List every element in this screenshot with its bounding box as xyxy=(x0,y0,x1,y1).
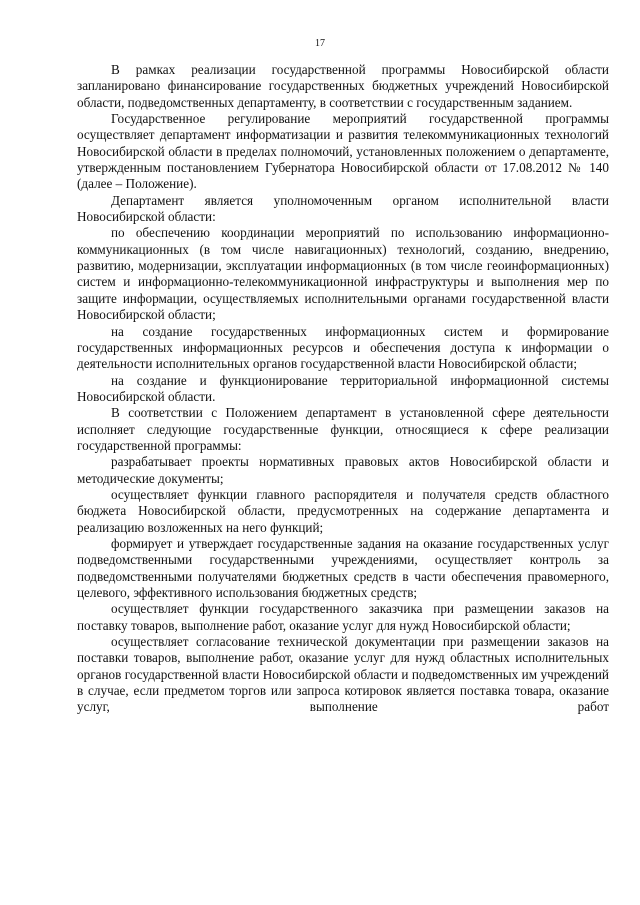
paragraph-information-systems: на создание государственных информационных систем и формирование государственных информационных ресурсов и обеспечения доступа к информации о деятельности исполнительных органов государственной власти Новосибирской области; xyxy=(77,323,609,372)
paragraph-budget-manager: осуществляет функции главного распорядителя и получателя средств областного бюджета Новосибирской области, предусмотренных на содержание департамента и реализацию возложенных на него функций; xyxy=(77,486,609,535)
paragraph-program-funding: В рамках реализации государственной программы Новосибирской области запланировано финансирование государственных бюджетных учреждений Новосибирской области, подведомственных департаменту, в соответствии с государственным заданием. xyxy=(77,62,609,110)
paragraph-state-customer: осуществляет функции государственного заказчика при размещении заказов на поставку товаров, выполнение работ, оказание услуг для нужд Новосибирской области; xyxy=(77,601,609,633)
paragraph-department-authority: Департамент является уполномоченным органом исполнительной власти Новосибирской области: xyxy=(77,192,609,225)
paragraph-state-assignments: формирует и утверждает государственные задания на оказание государственных услуг подведомственными государственными учреждениями, осуществляет контроль за подведомственными получателями бюджетных средств в части обеспечения правомерного, целевого, эффективного использования бюджетных средств; xyxy=(77,535,609,600)
paragraph-state-functions: В соответствии с Положением департамент в установленной сфере деятельности исполняет следующие государственные функции, относящиеся к сфере реализации государственной программы: xyxy=(77,405,609,453)
document-body xyxy=(77,62,609,716)
paragraph-legal-acts: разрабатывает проекты нормативных правовых актов Новосибирской области и методические документы; xyxy=(77,454,609,486)
paragraph-ict-coordination: по обеспечению координации мероприятий по использованию информационно-коммуникационных (в том числе навигационных) технологий, созданию, внедрению, развитию, модернизации, эксплуатации информационных (в том числе геоинформационных) систем и информационно-телекоммуникационной инфраструктуры и выполнения мер по защите информации, осуществляемых исполнительными органами государственной власти Новосибирской области; xyxy=(77,225,609,323)
paragraph-technical-documentation: осуществляет согласование технической документации при размещении заказов на поставки товаров, выполнение работ, оказание услуг для нужд областных исполнительных органов государственной власти Новосибирской области и подведомственных им учреждений в случае, если предметом торгов или запроса котировок является поставка товара, оказание услуг, выполнение работ xyxy=(77,634,609,715)
paragraph-state-regulation: Государственное регулирование мероприятий государственной программы осуществляет департамент информатизации и развития телекоммуникационных технологий Новосибирской области в пределах полномочий, установленных положением о департаменте, утвержденным постановлением Губернатора Новосибирской области от 17.08.2012 № 140 (далее – Положение). xyxy=(77,111,609,192)
paragraph-territorial-system: на создание и функционирование территориальной информационной системы Новосибирской области. xyxy=(77,372,609,404)
page-number: 17 xyxy=(315,38,325,49)
